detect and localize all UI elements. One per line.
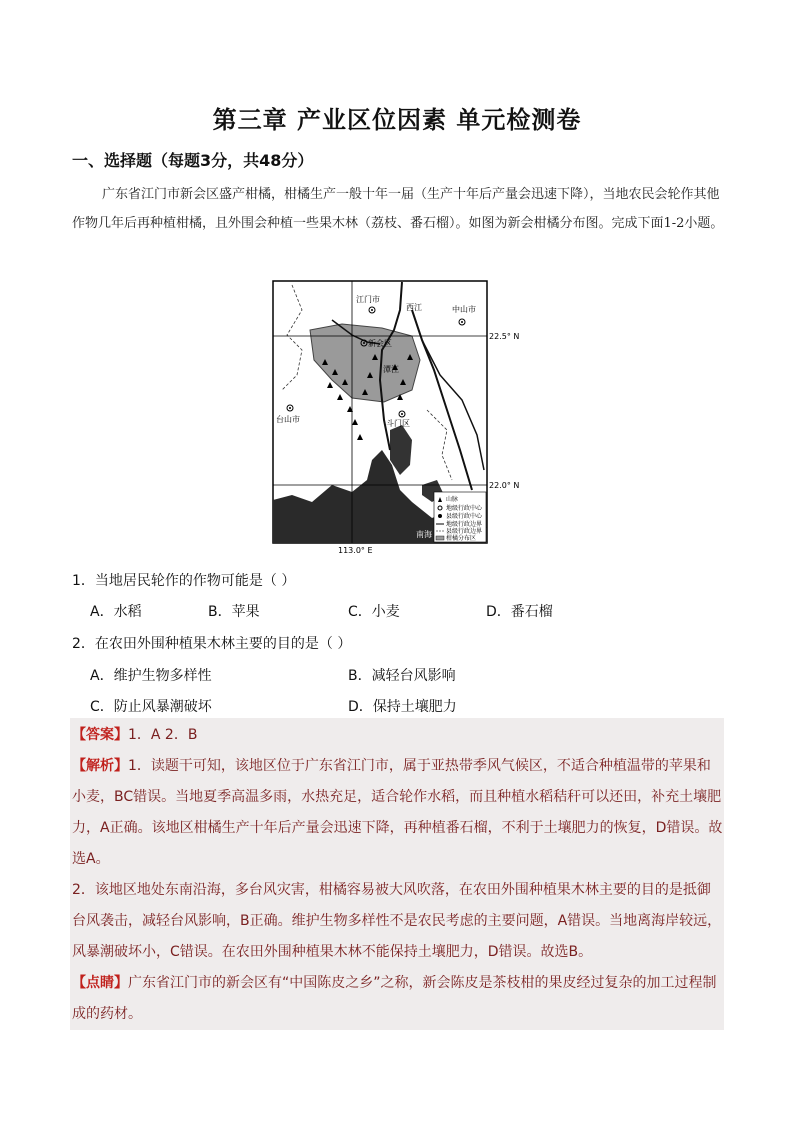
point-text: 广东省江门市的新会区有“中国陈皮之乡”之称，新会陈皮是茶枝柑的果皮经过复杂的加工过程制成的药材。 xyxy=(72,975,717,1022)
label-tanjiang: 潭江 xyxy=(383,365,399,374)
q1-option-d[interactable]: D．番石榴 xyxy=(486,604,553,620)
answer-tag: 【答案】 xyxy=(72,727,128,743)
question-1-stem: 1．当地居民轮作的作物可能是（ ） xyxy=(72,573,296,589)
q2-option-b[interactable]: B．减轻台风影响 xyxy=(348,668,456,684)
q1-option-c[interactable]: C．小麦 xyxy=(348,604,400,620)
label-doumen: 斗门区 xyxy=(386,419,410,428)
label-lat2: 22.0° N xyxy=(489,481,520,490)
svg-text:地级行政中心: 地级行政中心 xyxy=(446,505,483,512)
analysis-paragraph-2 xyxy=(72,875,724,968)
map-figure xyxy=(272,280,522,555)
label-taishan: 台山市 xyxy=(276,415,300,424)
label-jiangmen: 江门市 xyxy=(356,295,380,304)
analysis-text-1: 1．读题干可知，该地区位于广东省江门市，属于亚热带季风气候区，不适合种植温带的苹果和小麦，BC错误。当地夏季高温多雨，水热充足，适合轮作水稻，而且种植水稻秸秆可以还田，补充土壤肥力，A正确。该地区柑橘生产十年后产量会迅速下降，再种植番石榴，不利于土壤肥力的恢复，D错误。故选A。 xyxy=(72,758,723,867)
label-zhongshan: 中山市 xyxy=(452,305,476,314)
q2-option-c[interactable]: C．防止风暴潮破坏 xyxy=(90,699,212,715)
svg-text:山脉: 山脉 xyxy=(446,496,459,503)
answer-line xyxy=(72,720,724,751)
label-lon: 113.0° E xyxy=(338,546,373,555)
analysis-paragraph-1 xyxy=(72,751,724,875)
svg-text:县级行政边界: 县级行政边界 xyxy=(446,528,483,535)
q1-option-a[interactable]: A．水稻 xyxy=(90,604,142,620)
svg-text:县级行政中心: 县级行政中心 xyxy=(446,513,483,520)
svg-text:地级行政边界: 地级行政边界 xyxy=(446,521,483,528)
label-xinhui: 新会区 xyxy=(368,339,392,348)
point-tag: 【点睛】 xyxy=(72,975,128,991)
label-xijiang: 西江 xyxy=(406,303,422,312)
page-title: 第三章 产业区位因素 单元检测卷 xyxy=(212,106,582,134)
analysis-tag: 【解析】 xyxy=(72,758,128,774)
answer-value: 1．A 2．B xyxy=(128,727,198,743)
question-intro: 广东省江门市新会区盛产柑橘，柑橘生产一般十年一届（生产十年后产量会迅速下降），当地农民会轮作其他作物几年后再种植柑橘，且外围会种植一些果木林（荔枝、番石榴）。如图为新会柑橘分布图。完成下面1-2小题。 xyxy=(72,187,724,231)
q1-option-b[interactable]: B．苹果 xyxy=(208,604,260,620)
svg-text:柑橘分布区: 柑橘分布区 xyxy=(446,535,477,542)
analysis-text-2: 2．该地区地处东南沿海，多台风灾害，柑橘容易被大风吹落，在农田外围种植果木林主要的目的是抵御台风袭击，减轻台风影响，B正确。维护生物多样性不是农民考虑的主要问题，A错误。当地离海岸较远，风暴潮破坏小，C错误。在农田外围种植果木林不能保持土壤肥力，D错误。故选B。 xyxy=(72,882,722,960)
label-lat1: 22.5° N xyxy=(489,332,520,341)
map-legend xyxy=(434,492,486,542)
label-sea: 南海 xyxy=(416,530,432,539)
q2-option-a[interactable]: A．维护生物多样性 xyxy=(90,668,212,684)
section-heading: 一、选择题（每题3分，共48分） xyxy=(72,151,314,170)
point-paragraph xyxy=(72,968,724,1030)
q2-option-d[interactable]: D．保持土壤肥力 xyxy=(348,699,457,715)
question-2-stem: 2．在农田外围种植果木林主要的目的是（ ） xyxy=(72,636,352,652)
